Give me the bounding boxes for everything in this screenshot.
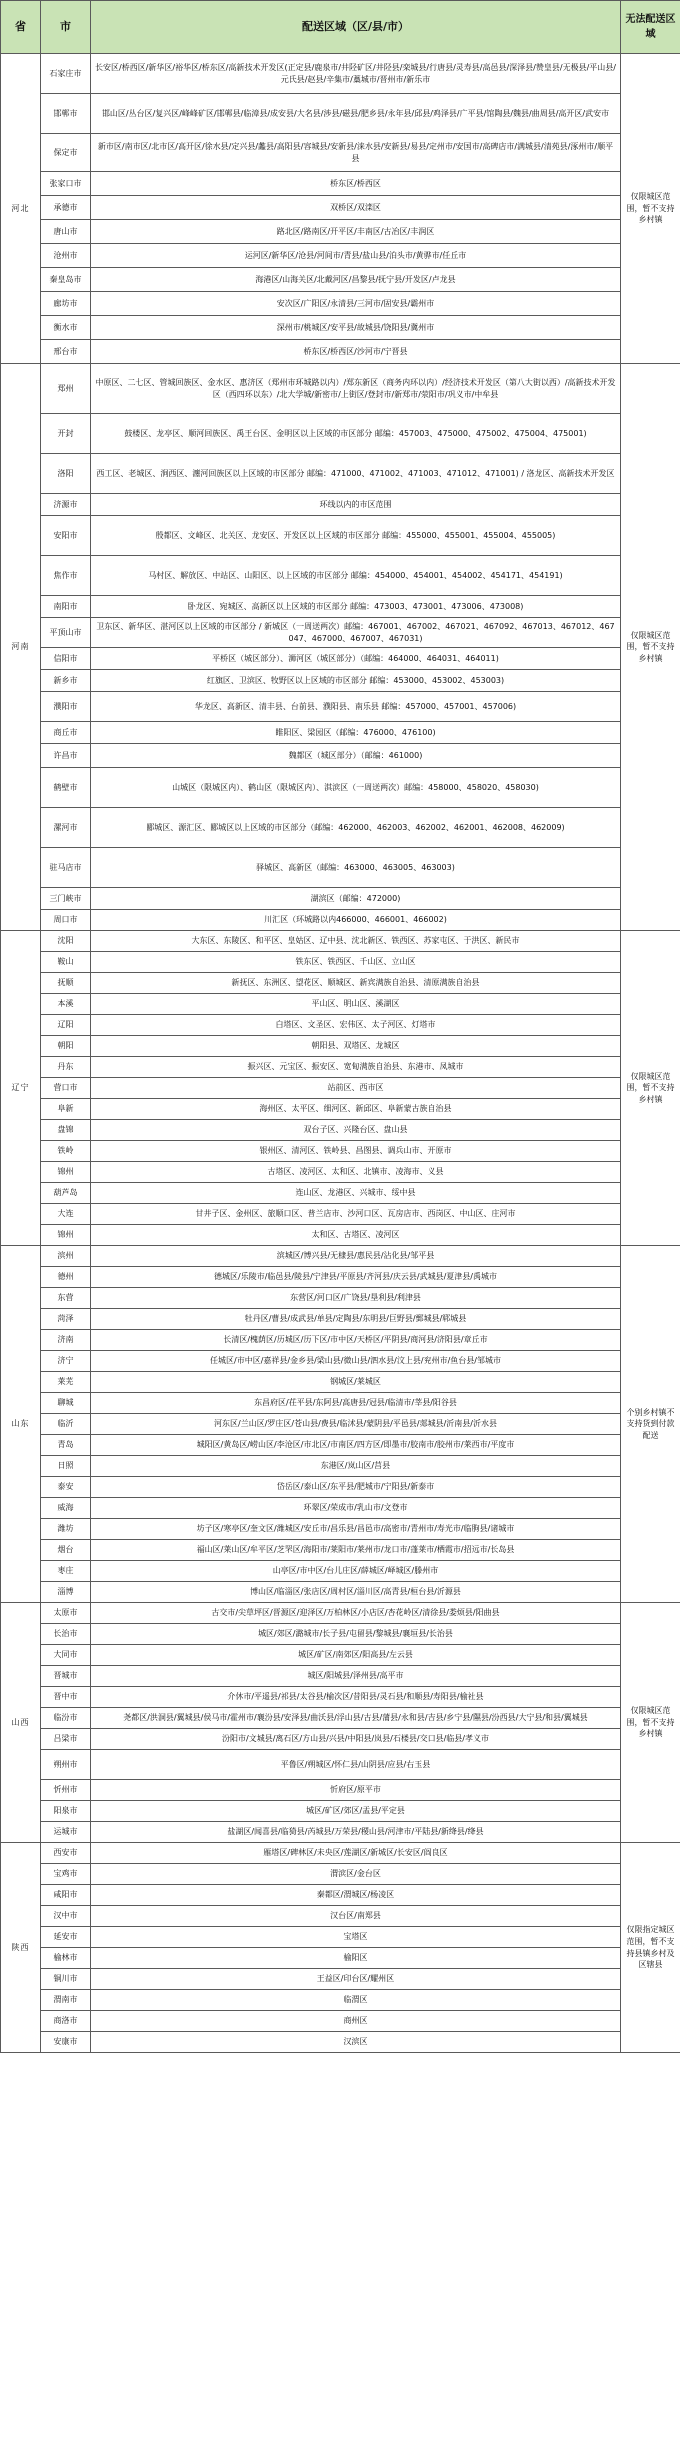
area-cell: 福山区/莱山区/牟平区/芝罘区/海阳市/莱阳市/莱州市/龙口市/蓬莱市/栖霞市/招远市/长岛县: [91, 1540, 621, 1561]
city-cell: 临汾市: [41, 1708, 91, 1729]
area-cell: 深州市/桃城区/安平县/故城县/饶阳县/冀州市: [91, 316, 621, 340]
table-row: [1, 454, 680, 494]
table-row: [1, 1645, 680, 1666]
city-cell: 承德市: [41, 196, 91, 220]
province-cell: 山东: [1, 1246, 41, 1603]
city-cell: 锦州: [41, 1162, 91, 1183]
area-cell: 振兴区、元宝区、振安区、宽甸满族自治县、东港市、凤城市: [91, 1057, 621, 1078]
city-cell: 咸阳市: [41, 1885, 91, 1906]
city-cell: 鹤壁市: [41, 768, 91, 808]
area-cell: 平桥区（城区部分）、浉河区（城区部分）（邮编：464000、464031、464011): [91, 648, 621, 670]
city-cell: 聊城: [41, 1393, 91, 1414]
city-cell: 秦皇岛市: [41, 268, 91, 292]
area-cell: 郾城区、源汇区、郾城区以上区域的市区部分（邮编：462000、462003、462002、462001、462008、462009): [91, 808, 621, 848]
city-cell: 潍坊: [41, 1519, 91, 1540]
city-cell: 信阳市: [41, 648, 91, 670]
table-row: [1, 648, 680, 670]
table-row: [1, 1267, 680, 1288]
area-cell: 滨城区/博兴县/无棣县/惠民县/沾化县/邹平县: [91, 1246, 621, 1267]
table-row: [1, 1330, 680, 1351]
area-cell: 临渭区: [91, 1990, 621, 2011]
city-cell: 营口市: [41, 1078, 91, 1099]
area-cell: 任城区/市中区/嘉祥县/金乡县/梁山县/微山县/泗水县/汶上县/兖州市/鱼台县/邹城市: [91, 1351, 621, 1372]
city-cell: 铜川市: [41, 1969, 91, 1990]
city-cell: 西安市: [41, 1843, 91, 1864]
city-cell: 莱芜: [41, 1372, 91, 1393]
area-cell: 宝塔区: [91, 1927, 621, 1948]
table-header: [1, 1, 680, 54]
area-cell: 海港区/山海关区/北戴河区/昌黎县/抚宁县/开发区/卢龙县: [91, 268, 621, 292]
area-cell: 环翠区/荣成市/乳山市/文登市: [91, 1498, 621, 1519]
area-cell: 城区/矿区/郊区/盂县/平定县: [91, 1801, 621, 1822]
table-row: [1, 1885, 680, 1906]
area-cell: 白塔区、文圣区、宏伟区、太子河区、灯塔市: [91, 1015, 621, 1036]
province-cell: 河北: [1, 54, 41, 364]
city-cell: 滨州: [41, 1246, 91, 1267]
header-province: 省: [1, 1, 41, 54]
area-cell: 长安区/桥西区/新华区/裕华区/桥东区/高新技术开发区(正定县/鹿泉市/井陉矿区/井陉县/栾城县/行唐县/灵寿县/高邑县/深泽县/赞皇县/无极县/平山县/元氏县/赵县/辛集市/藁城市/晋州市/新乐市: [91, 54, 621, 94]
table-row: [1, 931, 680, 952]
table-row: [1, 340, 680, 364]
city-cell: 菏泽: [41, 1309, 91, 1330]
table-row: [1, 1036, 680, 1057]
table-row: [1, 1948, 680, 1969]
table-row: [1, 1582, 680, 1603]
table-row: [1, 1225, 680, 1246]
table-row: [1, 1246, 680, 1267]
city-cell: 威海: [41, 1498, 91, 1519]
area-cell: 驿城区、高新区（邮编：463000、463005、463003): [91, 848, 621, 888]
city-cell: 延安市: [41, 1927, 91, 1948]
table-row: [1, 1414, 680, 1435]
city-cell: 周口市: [41, 910, 91, 931]
area-cell: 城区/郊区/潞城市/长子县/屯留县/黎城县/襄垣县/长治县: [91, 1624, 621, 1645]
city-cell: 平顶山市: [41, 618, 91, 648]
area-cell: 新市区/南市区/北市区/高开区/徐水县/定兴县/蠡县/高阳县/容城县/安新县/涞水县/安新县/易县/定州市/安国市/高碑店市/满城县/清苑县/涿州市/顺平县: [91, 134, 621, 172]
table-row: [1, 1393, 680, 1414]
no-delivery-note: 仅限城区范围，暂不支持乡村镇: [621, 931, 680, 1246]
no-delivery-note: 仅限城区范围，暂不支持乡村镇: [621, 54, 680, 364]
area-cell: 长清区/槐荫区/历城区/历下区/市中区/天桥区/平阴县/商河县/济阳县/章丘市: [91, 1330, 621, 1351]
table-row: [1, 1162, 680, 1183]
city-cell: 张家口市: [41, 172, 91, 196]
area-cell: 站前区、西市区: [91, 1078, 621, 1099]
area-cell: 海州区、太平区、细河区、新邱区、阜新蒙古族自治县: [91, 1099, 621, 1120]
area-cell: 大东区、东陵区、和平区、皇姑区、辽中县、沈北新区、铁西区、苏家屯区、于洪区、新民市: [91, 931, 621, 952]
table-row: [1, 364, 680, 414]
area-cell: 山城区（限城区内）、鹤山区（限城区内）、淇滨区（一周送两次）邮编：458000、458020、458030): [91, 768, 621, 808]
city-cell: 鞍山: [41, 952, 91, 973]
table-row: [1, 172, 680, 196]
city-cell: 阳泉市: [41, 1801, 91, 1822]
city-cell: 三门峡市: [41, 888, 91, 910]
table-row: [1, 1351, 680, 1372]
area-cell: 岱岳区/泰山区/东平县/肥城市/宁阳县/新泰市: [91, 1477, 621, 1498]
table-row: [1, 196, 680, 220]
area-cell: 卧龙区、宛城区、高新区以上区域的市区部分 邮编：473003、473001、473006、473008): [91, 596, 621, 618]
area-cell: 介休市/平遥县/祁县/太谷县/榆次区/昔阳县/灵石县/和顺县/寿阳县/榆社县: [91, 1687, 621, 1708]
table-row: [1, 910, 680, 931]
area-cell: 东港区/岚山区/莒县: [91, 1456, 621, 1477]
city-cell: 铁岭: [41, 1141, 91, 1162]
city-cell: 抚顺: [41, 973, 91, 994]
table-row: [1, 2032, 680, 2053]
table-row: [1, 1729, 680, 1750]
area-cell: 川汇区（环城路以内466000、466001、466002): [91, 910, 621, 931]
table-row: [1, 1708, 680, 1729]
area-cell: 华龙区、高新区、清丰县、台前县、濮阳县、南乐县 邮编：457000、457001、457006): [91, 692, 621, 722]
area-cell: 牡丹区/曹县/成武县/单县/定陶县/东明县/巨野县/鄄城县/郓城县: [91, 1309, 621, 1330]
city-cell: 宝鸡市: [41, 1864, 91, 1885]
city-cell: 德州: [41, 1267, 91, 1288]
city-cell: 本溪: [41, 994, 91, 1015]
area-cell: 中原区、二七区、管城回族区、金水区、惠济区（郑州市环城路以内）/郑东新区（商务内环以内）/经济技术开发区（第八大街以西）/高新技术开发区（西四环以东）/北大学城/新密市/上街区/登封市/新郑市/荥阳市/巩义市/中牟县: [91, 364, 621, 414]
table-row: [1, 994, 680, 1015]
no-delivery-note: 仅限城区范围，暂不支持乡村镇: [621, 364, 680, 931]
table-row: [1, 1927, 680, 1948]
table-row: [1, 2011, 680, 2032]
city-cell: 安阳市: [41, 516, 91, 556]
table-row: [1, 54, 680, 94]
area-cell: 朝阳县、双塔区、龙城区: [91, 1036, 621, 1057]
header-city: 市: [41, 1, 91, 54]
table-row: [1, 414, 680, 454]
area-cell: 环线以内的市区范围: [91, 494, 621, 516]
table-row: [1, 952, 680, 973]
city-cell: 淄博: [41, 1582, 91, 1603]
area-cell: 铁东区、铁西区、千山区、立山区: [91, 952, 621, 973]
province-cell: 山西: [1, 1603, 41, 1843]
city-cell: 日照: [41, 1456, 91, 1477]
table-row: [1, 1456, 680, 1477]
city-cell: 驻马店市: [41, 848, 91, 888]
table-row: [1, 768, 680, 808]
area-cell: 邯山区/丛台区/复兴区/峰峰矿区/邯郸县/临漳县/成安县/大名县/涉县/磁县/肥乡县/永年县/邱县/鸡泽县/广平县/馆陶县/魏县/曲周县/高开区/武安市: [91, 94, 621, 134]
area-cell: 西工区、老城区、涧西区、瀍河回族区以上区域的市区部分 邮编：471000、471002、471003、471012、471001) / 洛龙区、高新技术开发区: [91, 454, 621, 494]
area-cell: 殷都区、文峰区、北关区、龙安区、开发区以上区域的市区部分 邮编：455000、455001、455004、455005): [91, 516, 621, 556]
table-row: [1, 1288, 680, 1309]
city-cell: 焦作市: [41, 556, 91, 596]
city-cell: 商洛市: [41, 2011, 91, 2032]
province-cell: 辽宁: [1, 931, 41, 1246]
city-cell: 朔州市: [41, 1750, 91, 1780]
table-row: [1, 722, 680, 744]
city-cell: 渭南市: [41, 1990, 91, 2011]
area-cell: 汉台区/南郑县: [91, 1906, 621, 1927]
city-cell: 保定市: [41, 134, 91, 172]
area-cell: 东昌府区/茌平县/东阿县/高唐县/冠县/临清市/莘县/阳谷县: [91, 1393, 621, 1414]
no-delivery-note: 仅限指定城区范围，暂不支持县镇乡村及区辖县: [621, 1843, 680, 2053]
table-row: [1, 1603, 680, 1624]
city-cell: 枣庄: [41, 1561, 91, 1582]
city-cell: 丹东: [41, 1057, 91, 1078]
area-cell: 双台子区、兴隆台区、盘山县: [91, 1120, 621, 1141]
city-cell: 沧州市: [41, 244, 91, 268]
city-cell: 辽阳: [41, 1015, 91, 1036]
table-row: [1, 1906, 680, 1927]
area-cell: 安次区/广阳区/永清县/三河市/固安县/霸州市: [91, 292, 621, 316]
table-row: [1, 973, 680, 994]
city-cell: 大同市: [41, 1645, 91, 1666]
city-cell: 葫芦岛: [41, 1183, 91, 1204]
table-row: [1, 808, 680, 848]
city-cell: 汉中市: [41, 1906, 91, 1927]
table-row: [1, 1864, 680, 1885]
table-row: [1, 292, 680, 316]
header-area: 配送区域（区/县/市）: [91, 1, 621, 54]
area-cell: 桥东区/桥西区: [91, 172, 621, 196]
city-cell: 临沂: [41, 1414, 91, 1435]
city-cell: 廊坊市: [41, 292, 91, 316]
city-cell: 大连: [41, 1204, 91, 1225]
area-cell: 平鲁区/朔城区/怀仁县/山阴县/应县/右玉县: [91, 1750, 621, 1780]
table-body: [1, 54, 680, 2053]
city-cell: 商丘市: [41, 722, 91, 744]
area-cell: 城阳区/黄岛区/崂山区/李沧区/市北区/市南区/四方区/即墨市/胶南市/胶州市/莱西市/平度市: [91, 1435, 621, 1456]
area-cell: 连山区、龙港区、兴城市、绥中县: [91, 1183, 621, 1204]
city-cell: 南阳市: [41, 596, 91, 618]
city-cell: 泰安: [41, 1477, 91, 1498]
table-row: [1, 494, 680, 516]
table-row: [1, 1801, 680, 1822]
area-cell: 新抚区、东洲区、望花区、顺城区、新宾满族自治县、清原满族自治县: [91, 973, 621, 994]
area-cell: 古塔区、凌河区、太和区、北镇市、凌海市、义县: [91, 1162, 621, 1183]
table-row: [1, 744, 680, 768]
table-row: [1, 268, 680, 292]
area-cell: 红旗区、卫滨区、牧野区以上区域的市区部分 邮编：453000、453002、453003): [91, 670, 621, 692]
table-row: [1, 1372, 680, 1393]
table-row: [1, 94, 680, 134]
city-cell: 沈阳: [41, 931, 91, 952]
city-cell: 济宁: [41, 1351, 91, 1372]
area-cell: 双桥区/双滦区: [91, 196, 621, 220]
no-delivery-note: 个别乡村镇不支持货到付款配送: [621, 1246, 680, 1603]
city-cell: 吕梁市: [41, 1729, 91, 1750]
city-cell: 运城市: [41, 1822, 91, 1843]
area-cell: 河东区/兰山区/罗庄区/苍山县/费县/临沭县/蒙阴县/平邑县/郯城县/沂南县/沂水县: [91, 1414, 621, 1435]
city-cell: 忻州市: [41, 1780, 91, 1801]
city-cell: 太原市: [41, 1603, 91, 1624]
table-row: [1, 516, 680, 556]
city-cell: 唐山市: [41, 220, 91, 244]
table-row: [1, 220, 680, 244]
area-cell: 路北区/路南区/开平区/丰南区/古冶区/丰润区: [91, 220, 621, 244]
area-cell: 德城区/乐陵市/临邑县/陵县/宁津县/平原县/齐河县/庆云县/武城县/夏津县/禹城市: [91, 1267, 621, 1288]
table-row: [1, 1666, 680, 1687]
area-cell: 城区/矿区/南郊区/阳高县/左云县: [91, 1645, 621, 1666]
area-cell: 渭滨区/金台区: [91, 1864, 621, 1885]
table-row: [1, 848, 680, 888]
table-row: [1, 888, 680, 910]
city-cell: 开封: [41, 414, 91, 454]
area-cell: 山亭区/市中区/台儿庄区/薛城区/峄城区/滕州市: [91, 1561, 621, 1582]
table-row: [1, 244, 680, 268]
city-cell: 盘锦: [41, 1120, 91, 1141]
province-cell: 陕西: [1, 1843, 41, 2053]
table-row: [1, 134, 680, 172]
city-cell: 青岛: [41, 1435, 91, 1456]
table-row: [1, 1477, 680, 1498]
area-cell: 雁塔区/碑林区/未央区/莲湖区/新城区/长安区/阎良区: [91, 1843, 621, 1864]
city-cell: 阜新: [41, 1099, 91, 1120]
city-cell: 烟台: [41, 1540, 91, 1561]
area-cell: 商州区: [91, 2011, 621, 2032]
table-row: [1, 1057, 680, 1078]
city-cell: 东营: [41, 1288, 91, 1309]
city-cell: 石家庄市: [41, 54, 91, 94]
table-row: [1, 618, 680, 648]
area-cell: 钢城区/莱城区: [91, 1372, 621, 1393]
table-row: [1, 1822, 680, 1843]
city-cell: 漯河市: [41, 808, 91, 848]
table-row: [1, 1990, 680, 2011]
area-cell: 东营区/河口区/广饶县/垦利县/利津县: [91, 1288, 621, 1309]
city-cell: 洛阳: [41, 454, 91, 494]
area-cell: 城区/阳城县/泽州县/高平市: [91, 1666, 621, 1687]
area-cell: 魏都区（城区部分）（邮编：461000): [91, 744, 621, 768]
area-cell: 马村区、解放区、中站区、山阳区、以上区域的市区部分 邮编：454000、454001、454002、454171、454191): [91, 556, 621, 596]
table-row: [1, 1078, 680, 1099]
table-row: [1, 316, 680, 340]
no-delivery-note: 仅限城区范围，暂不支持乡村镇: [621, 1603, 680, 1843]
area-cell: 汾阳市/文城县/离石区/方山县/兴县/中阳县/岚县/石楼县/交口县/临县/孝义市: [91, 1729, 621, 1750]
city-cell: 济南: [41, 1330, 91, 1351]
area-cell: 银州区、清河区、铁岭县、昌图县、调兵山市、开原市: [91, 1141, 621, 1162]
table-row: [1, 556, 680, 596]
area-cell: 卫东区、新华区、湛河区以上区域的市区部分 / 新城区（一周送两次）邮编：467001、467002、467021、467092、467013、467012、467047、467000、467007、467031): [91, 618, 621, 648]
city-cell: 邯郸市: [41, 94, 91, 134]
table-row: [1, 1309, 680, 1330]
table-row: [1, 1519, 680, 1540]
table-row: [1, 1204, 680, 1225]
city-cell: 榆林市: [41, 1948, 91, 1969]
area-cell: 桥东区/桥西区/沙河市/宁晋县: [91, 340, 621, 364]
city-cell: 朝阳: [41, 1036, 91, 1057]
area-cell: 太和区、古塔区、凌河区: [91, 1225, 621, 1246]
area-cell: 平山区、明山区、溪湖区: [91, 994, 621, 1015]
table-row: [1, 670, 680, 692]
city-cell: 锦州: [41, 1225, 91, 1246]
area-cell: 古交市/尖草坪区/晋源区/迎泽区/万柏林区/小店区/杏花岭区/清徐县/娄烦县/阳曲县: [91, 1603, 621, 1624]
city-cell: 安康市: [41, 2032, 91, 2053]
table-row: [1, 1843, 680, 1864]
city-cell: 晋城市: [41, 1666, 91, 1687]
area-cell: 秦都区/渭城区/杨凌区: [91, 1885, 621, 1906]
area-cell: 王益区/印台区/耀州区: [91, 1969, 621, 1990]
table-row: [1, 1687, 680, 1708]
table-row: [1, 1183, 680, 1204]
province-cell: 河南: [1, 364, 41, 931]
table-row: [1, 1969, 680, 1990]
table-row: [1, 1750, 680, 1780]
city-cell: 衡水市: [41, 316, 91, 340]
table-row: [1, 1561, 680, 1582]
table-row: [1, 1540, 680, 1561]
table-row: [1, 1624, 680, 1645]
table-row: [1, 1780, 680, 1801]
city-cell: 郑州: [41, 364, 91, 414]
header-no-delivery: 无法配送区域: [621, 1, 680, 54]
city-cell: 晋中市: [41, 1687, 91, 1708]
area-cell: 盐湖区/闻喜县/临猗县/芮城县/万荣县/稷山县/河津市/平陆县/新绛县/绛县: [91, 1822, 621, 1843]
city-cell: 邢台市: [41, 340, 91, 364]
area-cell: 坊子区/寒亭区/奎文区/潍城区/安丘市/昌乐县/昌邑市/高密市/青州市/寿光市/临朐县/诸城市: [91, 1519, 621, 1540]
city-cell: 济源市: [41, 494, 91, 516]
area-cell: 尧都区/洪洞县/翼城县/侯马市/霍州市/襄汾县/安泽县/曲沃县/浮山县/古县/蒲县/永和县/吉县/乡宁县/隰县/汾西县/大宁县/和县/翼城县: [91, 1708, 621, 1729]
table-row: [1, 596, 680, 618]
area-cell: 鼓楼区、龙亭区、顺河回族区、禹王台区、金明区以上区域的市区部分 邮编：457003、475000、475002、475004、475001): [91, 414, 621, 454]
area-cell: 榆阳区: [91, 1948, 621, 1969]
city-cell: 新乡市: [41, 670, 91, 692]
table-row: [1, 1498, 680, 1519]
city-cell: 长治市: [41, 1624, 91, 1645]
table-row: [1, 692, 680, 722]
table-row: [1, 1141, 680, 1162]
table-row: [1, 1015, 680, 1036]
area-cell: 运河区/新华区/沧县/河间市/青县/盐山县/泊头市/黄骅市/任丘市: [91, 244, 621, 268]
area-cell: 博山区/临淄区/张店区/周村区/淄川区/高青县/桓台县/沂源县: [91, 1582, 621, 1603]
table-row: [1, 1120, 680, 1141]
area-cell: 湖滨区（邮编：472000): [91, 888, 621, 910]
area-cell: 甘井子区、金州区、旅顺口区、普兰店市、沙河口区、瓦房店市、西岗区、中山区、庄河市: [91, 1204, 621, 1225]
table-row: [1, 1099, 680, 1120]
area-cell: 忻府区/原平市: [91, 1780, 621, 1801]
area-cell: 睢阳区、梁园区（邮编：476000、476100): [91, 722, 621, 744]
city-cell: 濮阳市: [41, 692, 91, 722]
city-cell: 许昌市: [41, 744, 91, 768]
table-row: [1, 1435, 680, 1456]
area-cell: 汉滨区: [91, 2032, 621, 2053]
